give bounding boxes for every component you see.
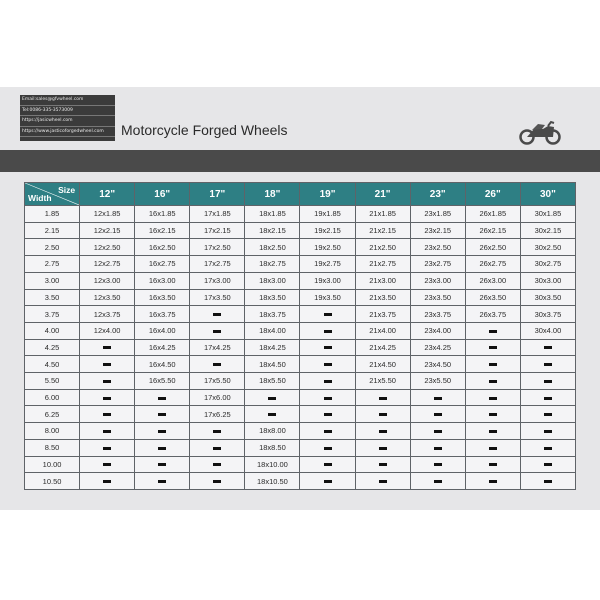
page-title: Motorcycle Forged Wheels: [121, 122, 288, 138]
dash-icon: [434, 447, 442, 450]
size-cell: 23x3.00: [410, 272, 465, 289]
unavailable-cell: [520, 456, 575, 473]
size-cell: 12x3.50: [80, 289, 135, 306]
size-cell: 16x4.50: [135, 356, 190, 373]
size-cell: 17x3.00: [190, 272, 245, 289]
width-cell: 6.25: [25, 406, 80, 423]
dash-icon: [544, 447, 552, 450]
size-cell: 19x3.50: [300, 289, 355, 306]
unavailable-cell: [465, 473, 520, 490]
width-cell: 8.50: [25, 439, 80, 456]
size-cell: 30x1.85: [520, 206, 575, 223]
size-cell: 12x2.15: [80, 222, 135, 239]
unavailable-cell: [135, 389, 190, 406]
table-row: [25, 439, 576, 456]
unavailable-cell: [410, 423, 465, 440]
dash-icon: [158, 430, 166, 433]
unavailable-cell: [135, 456, 190, 473]
size-cell: 26x2.50: [465, 239, 520, 256]
unavailable-cell: [190, 423, 245, 440]
size-cell: 18x3.00: [245, 272, 300, 289]
dash-icon: [324, 313, 332, 316]
dash-icon: [489, 480, 497, 483]
dash-icon: [324, 447, 332, 450]
width-cell: 8.00: [25, 423, 80, 440]
width-cell: 1.85: [25, 206, 80, 223]
unavailable-cell: [80, 406, 135, 423]
dash-icon: [213, 430, 221, 433]
size-cell: 12x3.00: [80, 272, 135, 289]
unavailable-cell: [520, 389, 575, 406]
unavailable-cell: [245, 406, 300, 423]
table-row: [25, 272, 576, 289]
width-cell: 4.25: [25, 339, 80, 356]
size-cell: 16x3.50: [135, 289, 190, 306]
dash-icon: [544, 430, 552, 433]
unavailable-cell: [190, 473, 245, 490]
table-row: [25, 423, 576, 440]
size-cell: 30x3.75: [520, 306, 575, 323]
size-cell: 17x2.15: [190, 222, 245, 239]
size-cell: 21x4.50: [355, 356, 410, 373]
width-cell: 3.50: [25, 289, 80, 306]
width-cell: 2.15: [25, 222, 80, 239]
unavailable-cell: [520, 373, 575, 390]
dash-icon: [324, 397, 332, 400]
size-cell: 16x2.75: [135, 256, 190, 273]
unavailable-cell: [410, 439, 465, 456]
size-label: Size: [58, 185, 76, 195]
unavailable-cell: [300, 306, 355, 323]
size-cell: 19x1.85: [300, 206, 355, 223]
dash-icon: [379, 430, 387, 433]
header-row: [25, 183, 576, 206]
size-cell: 21x5.50: [355, 373, 410, 390]
dash-icon: [379, 463, 387, 466]
dash-icon: [158, 463, 166, 466]
unavailable-cell: [520, 473, 575, 490]
dash-icon: [489, 380, 497, 383]
unavailable-cell: [410, 456, 465, 473]
column-header: 16": [135, 183, 190, 206]
size-cell: 17x2.75: [190, 256, 245, 273]
unavailable-cell: [520, 339, 575, 356]
unavailable-cell: [300, 356, 355, 373]
unavailable-cell: [80, 373, 135, 390]
size-cell: 21x3.50: [355, 289, 410, 306]
size-cell: 30x3.00: [520, 272, 575, 289]
dash-icon: [213, 480, 221, 483]
unavailable-cell: [190, 456, 245, 473]
size-cell: 23x4.25: [410, 339, 465, 356]
dash-icon: [489, 447, 497, 450]
unavailable-cell: [355, 473, 410, 490]
dash-icon: [434, 463, 442, 466]
dash-icon: [324, 430, 332, 433]
unavailable-cell: [80, 473, 135, 490]
size-cell: 17x6.00: [190, 389, 245, 406]
dash-icon: [213, 463, 221, 466]
dash-icon: [213, 363, 221, 366]
unavailable-cell: [300, 389, 355, 406]
size-cell: 19x2.15: [300, 222, 355, 239]
dash-icon: [268, 397, 276, 400]
width-cell: 3.75: [25, 306, 80, 323]
size-cell: 16x1.85: [135, 206, 190, 223]
size-cell: 26x3.75: [465, 306, 520, 323]
dash-icon: [103, 346, 111, 349]
size-cell: 23x2.75: [410, 256, 465, 273]
size-cell: 18x5.50: [245, 373, 300, 390]
unavailable-cell: [465, 406, 520, 423]
unavailable-cell: [135, 406, 190, 423]
dash-icon: [489, 463, 497, 466]
dash-icon: [158, 397, 166, 400]
contact-phone: Tel:0086-335-3573009: [20, 106, 115, 117]
column-header: 19": [300, 183, 355, 206]
size-cell: 18x10.00: [245, 456, 300, 473]
table-row: [25, 456, 576, 473]
dash-icon: [379, 397, 387, 400]
size-cell: 26x2.15: [465, 222, 520, 239]
dash-icon: [544, 463, 552, 466]
size-cell: 17x6.25: [190, 406, 245, 423]
size-cell: 18x3.75: [245, 306, 300, 323]
unavailable-cell: [245, 389, 300, 406]
dash-icon: [103, 397, 111, 400]
dash-icon: [544, 413, 552, 416]
dash-icon: [158, 447, 166, 450]
table-row: [25, 256, 576, 273]
size-cell: 18x2.75: [245, 256, 300, 273]
unavailable-cell: [465, 339, 520, 356]
size-cell: 30x3.50: [520, 289, 575, 306]
dash-icon: [544, 380, 552, 383]
width-label: Width: [28, 193, 52, 203]
size-cell: 30x2.15: [520, 222, 575, 239]
table-row: [25, 222, 576, 239]
dash-icon: [213, 313, 221, 316]
dash-icon: [544, 346, 552, 349]
dash-icon: [489, 430, 497, 433]
dash-icon: [434, 430, 442, 433]
dash-icon: [489, 413, 497, 416]
unavailable-cell: [300, 322, 355, 339]
dash-icon: [434, 397, 442, 400]
contact-website: https://jasicwheel.com: [20, 116, 115, 127]
size-cell: 18x2.50: [245, 239, 300, 256]
dash-icon: [489, 397, 497, 400]
width-cell: 2.75: [25, 256, 80, 273]
table-row: [25, 206, 576, 223]
size-cell: 30x2.75: [520, 256, 575, 273]
size-cell: 12x1.85: [80, 206, 135, 223]
size-cell: 18x4.00: [245, 322, 300, 339]
dash-icon: [324, 463, 332, 466]
unavailable-cell: [190, 306, 245, 323]
unavailable-cell: [300, 456, 355, 473]
unavailable-cell: [520, 439, 575, 456]
table-row: [25, 306, 576, 323]
size-cell: 18x1.85: [245, 206, 300, 223]
unavailable-cell: [410, 389, 465, 406]
table-row: [25, 373, 576, 390]
size-cell: 16x2.50: [135, 239, 190, 256]
unavailable-cell: [300, 473, 355, 490]
column-header: 23": [410, 183, 465, 206]
size-cell: 26x1.85: [465, 206, 520, 223]
size-cell: 18x10.50: [245, 473, 300, 490]
dash-icon: [324, 413, 332, 416]
size-cell: 17x2.50: [190, 239, 245, 256]
dash-icon: [158, 413, 166, 416]
size-cell: 16x3.75: [135, 306, 190, 323]
unavailable-cell: [80, 339, 135, 356]
dash-icon: [103, 380, 111, 383]
size-cell: 18x8.50: [245, 439, 300, 456]
size-cell: 26x2.75: [465, 256, 520, 273]
size-cell: 16x5.50: [135, 373, 190, 390]
dash-icon: [103, 480, 111, 483]
table-row: [25, 339, 576, 356]
size-cell: 17x1.85: [190, 206, 245, 223]
table-row: [25, 473, 576, 490]
width-cell: 10.50: [25, 473, 80, 490]
dash-icon: [379, 480, 387, 483]
unavailable-cell: [465, 322, 520, 339]
dash-icon: [489, 330, 497, 333]
size-cell: 19x3.00: [300, 272, 355, 289]
table-row: [25, 289, 576, 306]
unavailable-cell: [300, 373, 355, 390]
contact-website-2: https://www.jasticoforgedwheel.com: [20, 127, 115, 138]
dash-icon: [324, 346, 332, 349]
size-cell: 16x4.00: [135, 322, 190, 339]
size-cell: 16x2.15: [135, 222, 190, 239]
size-cell: 19x2.75: [300, 256, 355, 273]
size-cell: 26x3.50: [465, 289, 520, 306]
unavailable-cell: [465, 373, 520, 390]
width-cell: 10.00: [25, 456, 80, 473]
unavailable-cell: [300, 406, 355, 423]
column-header: 30": [520, 183, 575, 206]
column-header: 17": [190, 183, 245, 206]
size-cell: 21x1.85: [355, 206, 410, 223]
size-cell: 21x4.25: [355, 339, 410, 356]
unavailable-cell: [465, 389, 520, 406]
unavailable-cell: [355, 423, 410, 440]
size-cell: 23x4.00: [410, 322, 465, 339]
dash-icon: [324, 363, 332, 366]
size-cell: 30x4.00: [520, 322, 575, 339]
unavailable-cell: [190, 356, 245, 373]
size-cell: 21x2.15: [355, 222, 410, 239]
dash-icon: [324, 480, 332, 483]
table-row: [25, 406, 576, 423]
unavailable-cell: [355, 456, 410, 473]
width-cell: 3.00: [25, 272, 80, 289]
unavailable-cell: [80, 439, 135, 456]
dash-icon: [103, 413, 111, 416]
size-cell: 21x2.75: [355, 256, 410, 273]
table-row: [25, 356, 576, 373]
unavailable-cell: [190, 322, 245, 339]
size-cell: 12x3.75: [80, 306, 135, 323]
width-cell: 6.00: [25, 389, 80, 406]
unavailable-cell: [355, 439, 410, 456]
unavailable-cell: [300, 439, 355, 456]
motorcycle-icon: [518, 118, 562, 146]
dash-icon: [324, 380, 332, 383]
size-cell: 30x2.50: [520, 239, 575, 256]
unavailable-cell: [80, 356, 135, 373]
unavailable-cell: [300, 339, 355, 356]
column-header: 21": [355, 183, 410, 206]
dash-icon: [544, 363, 552, 366]
contact-block: [20, 95, 115, 141]
unavailable-cell: [300, 423, 355, 440]
dash-icon: [544, 397, 552, 400]
size-cell: 23x1.85: [410, 206, 465, 223]
dash-icon: [544, 480, 552, 483]
size-cell: 18x4.25: [245, 339, 300, 356]
unavailable-cell: [355, 389, 410, 406]
size-cell: 23x4.50: [410, 356, 465, 373]
table-row: [25, 239, 576, 256]
size-cell: 18x8.00: [245, 423, 300, 440]
unavailable-cell: [520, 423, 575, 440]
dash-icon: [268, 413, 276, 416]
size-cell: 26x3.00: [465, 272, 520, 289]
unavailable-cell: [80, 456, 135, 473]
unavailable-cell: [135, 473, 190, 490]
size-cell: 21x3.00: [355, 272, 410, 289]
dash-icon: [379, 447, 387, 450]
size-cell: 17x4.25: [190, 339, 245, 356]
dash-icon: [324, 330, 332, 333]
dash-icon: [213, 330, 221, 333]
dash-icon: [103, 463, 111, 466]
column-header: 18": [245, 183, 300, 206]
size-cell: 23x3.50: [410, 289, 465, 306]
dash-icon: [434, 480, 442, 483]
title-band: [0, 150, 600, 172]
size-cell: 12x2.75: [80, 256, 135, 273]
table-row: [25, 389, 576, 406]
corner-header: [25, 183, 80, 206]
dash-icon: [158, 480, 166, 483]
unavailable-cell: [410, 406, 465, 423]
unavailable-cell: [135, 439, 190, 456]
dash-icon: [103, 363, 111, 366]
unavailable-cell: [190, 439, 245, 456]
column-header: 12": [80, 183, 135, 206]
dash-icon: [489, 346, 497, 349]
contact-email: Email:sales@gfvwheel.com: [20, 95, 115, 106]
size-cell: 18x3.50: [245, 289, 300, 306]
size-cell: 12x4.00: [80, 322, 135, 339]
size-cell: 23x3.75: [410, 306, 465, 323]
unavailable-cell: [520, 356, 575, 373]
size-cell: 23x2.50: [410, 239, 465, 256]
unavailable-cell: [465, 456, 520, 473]
dash-icon: [379, 413, 387, 416]
table-row: [25, 322, 576, 339]
dash-icon: [103, 447, 111, 450]
size-cell: 21x2.50: [355, 239, 410, 256]
size-cell: 17x3.50: [190, 289, 245, 306]
width-cell: 2.50: [25, 239, 80, 256]
unavailable-cell: [465, 423, 520, 440]
size-cell: 18x2.15: [245, 222, 300, 239]
size-cell: 21x4.00: [355, 322, 410, 339]
size-cell: 12x2.50: [80, 239, 135, 256]
unavailable-cell: [520, 406, 575, 423]
unavailable-cell: [410, 473, 465, 490]
width-cell: 4.50: [25, 356, 80, 373]
width-cell: 5.50: [25, 373, 80, 390]
size-cell: 18x4.50: [245, 356, 300, 373]
size-cell: 21x3.75: [355, 306, 410, 323]
dash-icon: [489, 363, 497, 366]
unavailable-cell: [465, 439, 520, 456]
dash-icon: [103, 430, 111, 433]
size-cell: 23x2.15: [410, 222, 465, 239]
unavailable-cell: [80, 423, 135, 440]
unavailable-cell: [80, 389, 135, 406]
size-cell: 16x4.25: [135, 339, 190, 356]
dash-icon: [213, 447, 221, 450]
size-cell: 19x2.50: [300, 239, 355, 256]
size-cell: 17x5.50: [190, 373, 245, 390]
size-cell: 16x3.00: [135, 272, 190, 289]
width-cell: 4.00: [25, 322, 80, 339]
unavailable-cell: [135, 423, 190, 440]
wheel-size-table: [24, 182, 576, 490]
size-cell: 23x5.50: [410, 373, 465, 390]
dash-icon: [434, 413, 442, 416]
column-header: 26": [465, 183, 520, 206]
unavailable-cell: [355, 406, 410, 423]
unavailable-cell: [465, 356, 520, 373]
